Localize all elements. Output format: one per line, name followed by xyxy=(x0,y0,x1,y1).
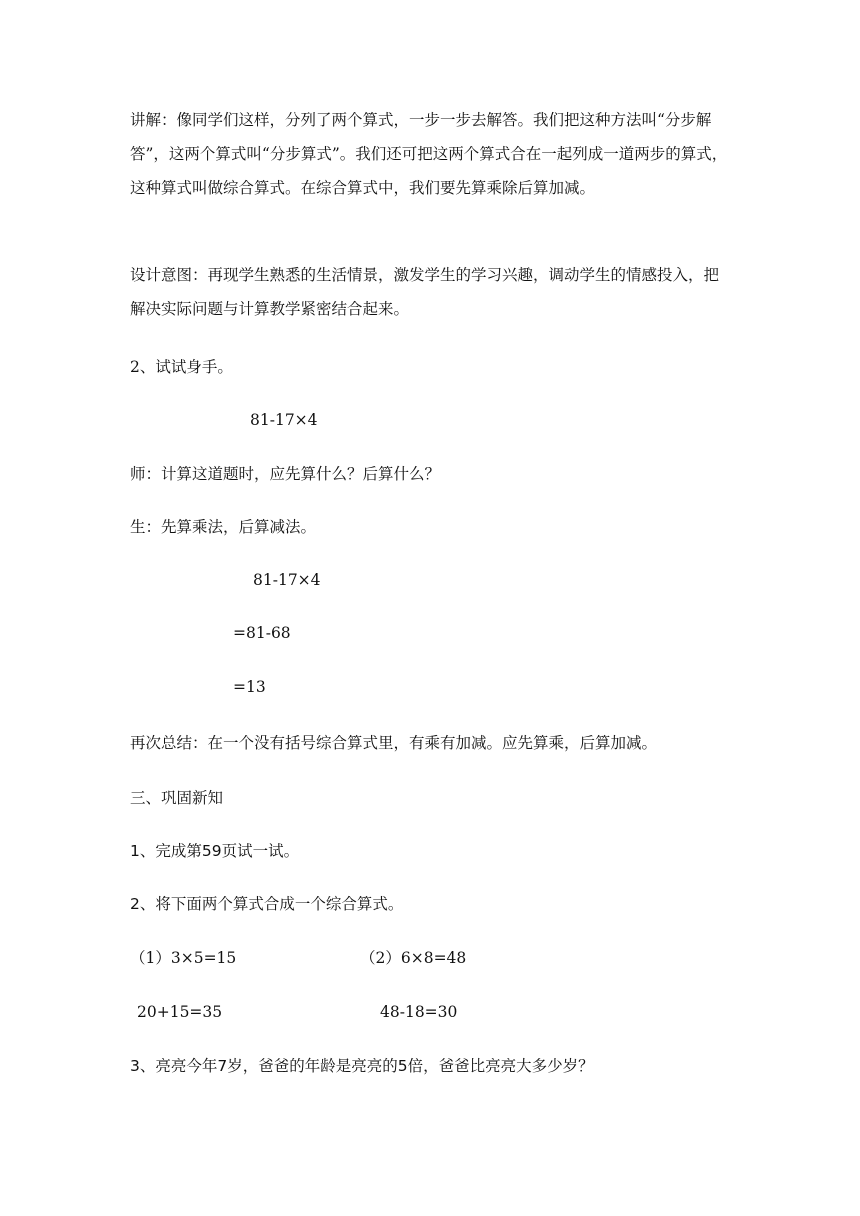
pair-1-second: 20+15=35 xyxy=(137,1003,223,1021)
section3-heading: 三、巩固新知 xyxy=(130,789,224,807)
section3-item-3: 3、亮亮今年7岁，爸爸的年龄是亮亮的5倍，爸爸比亮亮大多少岁？ xyxy=(130,1057,594,1075)
pair-2-second: 48-18=30 xyxy=(380,1003,458,1021)
teacher-question: 师：计算这道题时，应先算什么？后算什么？ xyxy=(130,465,441,483)
solution-step-1: 81-17×4 xyxy=(253,571,321,589)
pair-1-first: （1）3×5=15 xyxy=(130,949,237,967)
try-expression: 81-17×4 xyxy=(250,411,318,429)
student-answer: 生：先算乘法，后算减法。 xyxy=(130,518,317,536)
design-intent-paragraph: 设计意图：再现学生熟悉的生活情景，激发学生的学习兴趣，调动学生的情感投入，把解决实际问题与计算教学紧密结合起来。 xyxy=(130,266,720,318)
solution-step-2: =81-68 xyxy=(233,624,291,642)
section3-item-1: 1、完成第59页试一试。 xyxy=(130,842,300,860)
summary-text: 再次总结：在一个没有括号综合算式里，有乘有加减。应先算乘，后算加减。 xyxy=(130,734,658,752)
try-heading: 2、试试身手。 xyxy=(130,358,233,376)
explanation-paragraph: 讲解：像同学们这样，分列了两个算式，一步一步去解答。我们把这种方法叫“分步解答”，这两个算式叫“分步算式”。我们还可把这两个算式合在一起列成一道两步的算式，这种算式叫做综合算式。在综合算式中，我们要先算乘除后算加减。 xyxy=(130,111,728,197)
solution-step-3: =13 xyxy=(233,678,266,696)
pair-2-first: （2）6×8=48 xyxy=(360,949,467,967)
section3-item-2: 2、将下面两个算式合成一个综合算式。 xyxy=(130,895,404,913)
